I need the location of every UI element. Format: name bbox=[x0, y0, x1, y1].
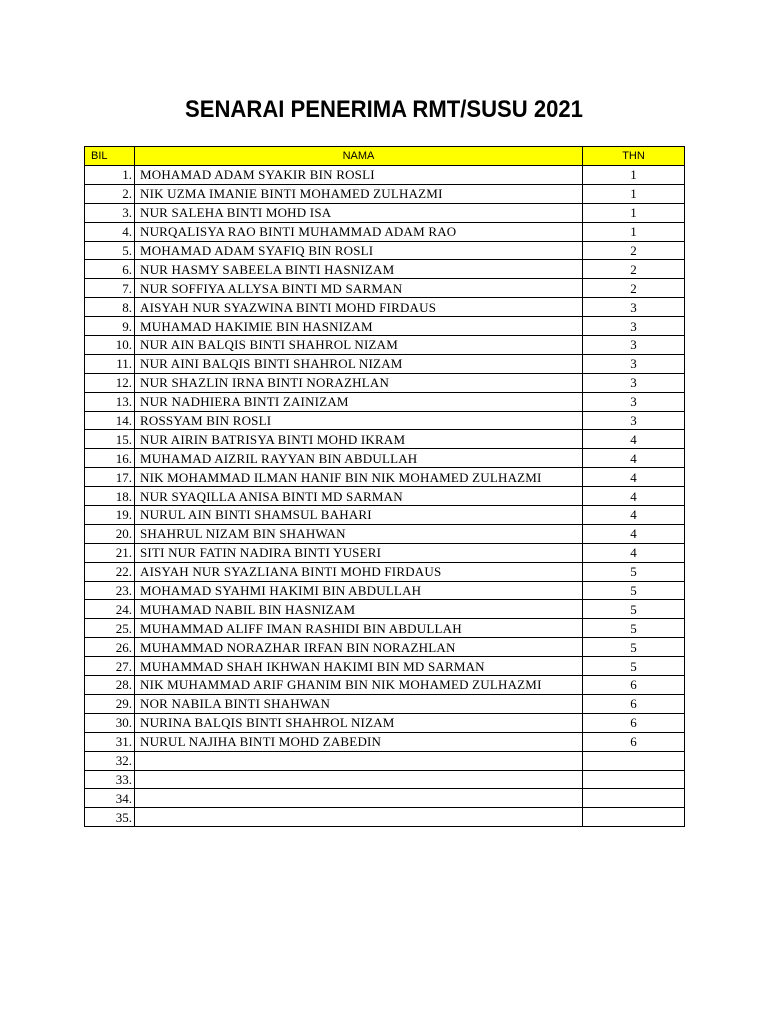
table-row bbox=[85, 336, 685, 355]
cell-bil: 30. bbox=[85, 713, 135, 732]
table-row bbox=[85, 166, 685, 185]
cell-nama: SHAHRUL NIZAM BIN SHAHWAN bbox=[135, 524, 583, 543]
cell-nama: NIK MOHAMMAD ILMAN HANIF BIN NIK MOHAMED ZULHAZMI bbox=[135, 468, 583, 487]
page-title: SENARAI PENERIMA RMT/SUSU 2021 bbox=[185, 96, 583, 123]
cell-bil: 15. bbox=[85, 430, 135, 449]
table-row bbox=[85, 430, 685, 449]
cell-nama bbox=[135, 770, 583, 789]
cell-thn: 6 bbox=[583, 732, 685, 751]
cell-nama: ROSSYAM BIN ROSLI bbox=[135, 411, 583, 430]
cell-bil: 8. bbox=[85, 298, 135, 317]
cell-thn: 6 bbox=[583, 713, 685, 732]
table-row bbox=[85, 676, 685, 695]
cell-thn: 5 bbox=[583, 657, 685, 676]
cell-bil: 28. bbox=[85, 676, 135, 695]
cell-thn bbox=[583, 770, 685, 789]
cell-nama: NURUL NAJIHA BINTI MOHD ZABEDIN bbox=[135, 732, 583, 751]
table-row bbox=[85, 524, 685, 543]
table-row bbox=[85, 317, 685, 336]
cell-thn: 5 bbox=[583, 638, 685, 657]
cell-thn: 2 bbox=[583, 241, 685, 260]
cell-bil: 33. bbox=[85, 770, 135, 789]
table-row bbox=[85, 789, 685, 808]
cell-bil: 18. bbox=[85, 487, 135, 506]
cell-nama: SITI NUR FATIN NADIRA BINTI YUSERI bbox=[135, 543, 583, 562]
cell-bil: 2. bbox=[85, 184, 135, 203]
cell-thn: 1 bbox=[583, 184, 685, 203]
table-row bbox=[85, 392, 685, 411]
table-header bbox=[85, 147, 685, 166]
cell-bil: 4. bbox=[85, 222, 135, 241]
cell-thn: 3 bbox=[583, 298, 685, 317]
cell-thn: 4 bbox=[583, 506, 685, 525]
cell-bil: 5. bbox=[85, 241, 135, 260]
cell-nama: MUHAMMAD SHAH IKHWAN HAKIMI BIN MD SARMAN bbox=[135, 657, 583, 676]
cell-thn: 5 bbox=[583, 600, 685, 619]
table-row bbox=[85, 184, 685, 203]
cell-thn: 4 bbox=[583, 487, 685, 506]
table-row bbox=[85, 354, 685, 373]
cell-bil: 12. bbox=[85, 373, 135, 392]
cell-bil: 25. bbox=[85, 619, 135, 638]
cell-nama: MUHAMAD HAKIMIE BIN HASNIZAM bbox=[135, 317, 583, 336]
table-row bbox=[85, 279, 685, 298]
cell-thn: 1 bbox=[583, 222, 685, 241]
cell-bil: 24. bbox=[85, 600, 135, 619]
cell-nama: NUR AINI BALQIS BINTI SHAHROL NIZAM bbox=[135, 354, 583, 373]
cell-bil: 14. bbox=[85, 411, 135, 430]
cell-bil: 11. bbox=[85, 354, 135, 373]
cell-bil: 34. bbox=[85, 789, 135, 808]
cell-nama: MUHAMMAD NORAZHAR IRFAN BIN NORAZHLAN bbox=[135, 638, 583, 657]
cell-nama: NOR NABILA BINTI SHAHWAN bbox=[135, 694, 583, 713]
cell-thn bbox=[583, 789, 685, 808]
table-row bbox=[85, 373, 685, 392]
cell-nama: AISYAH NUR SYAZLIANA BINTI MOHD FIRDAUS bbox=[135, 562, 583, 581]
cell-bil: 19. bbox=[85, 506, 135, 525]
header-bil: BIL bbox=[85, 147, 135, 166]
cell-nama: NIK UZMA IMANIE BINTI MOHAMED ZULHAZMI bbox=[135, 184, 583, 203]
cell-nama: NURUL AIN BINTI SHAMSUL BAHARI bbox=[135, 506, 583, 525]
cell-nama: NURINA BALQIS BINTI SHAHROL NIZAM bbox=[135, 713, 583, 732]
cell-thn: 4 bbox=[583, 543, 685, 562]
cell-bil: 23. bbox=[85, 581, 135, 600]
table-row bbox=[85, 638, 685, 657]
cell-bil: 20. bbox=[85, 524, 135, 543]
table-row bbox=[85, 581, 685, 600]
cell-nama: MOHAMAD SYAHMI HAKIMI BIN ABDULLAH bbox=[135, 581, 583, 600]
cell-nama: NUR SHAZLIN IRNA BINTI NORAZHLAN bbox=[135, 373, 583, 392]
cell-bil: 22. bbox=[85, 562, 135, 581]
cell-bil: 26. bbox=[85, 638, 135, 657]
header-row bbox=[85, 147, 685, 166]
table-row bbox=[85, 449, 685, 468]
cell-thn: 3 bbox=[583, 317, 685, 336]
cell-nama: MUHAMAD AIZRIL RAYYAN BIN ABDULLAH bbox=[135, 449, 583, 468]
recipient-table bbox=[84, 146, 685, 827]
cell-nama: NIK MUHAMMAD ARIF GHANIM BIN NIK MOHAMED ZULHAZMI bbox=[135, 676, 583, 695]
table-row bbox=[85, 543, 685, 562]
table-row bbox=[85, 713, 685, 732]
cell-thn: 5 bbox=[583, 581, 685, 600]
table-row bbox=[85, 732, 685, 751]
cell-nama: NUR SYAQILLA ANISA BINTI MD SARMAN bbox=[135, 487, 583, 506]
cell-bil: 35. bbox=[85, 808, 135, 827]
cell-bil: 32. bbox=[85, 751, 135, 770]
cell-nama bbox=[135, 751, 583, 770]
table-row bbox=[85, 808, 685, 827]
cell-thn bbox=[583, 808, 685, 827]
cell-nama: NUR HASMY SABEELA BINTI HASNIZAM bbox=[135, 260, 583, 279]
cell-thn: 2 bbox=[583, 279, 685, 298]
cell-thn: 3 bbox=[583, 336, 685, 355]
table-row bbox=[85, 298, 685, 317]
header-thn: THN bbox=[583, 147, 685, 166]
cell-nama: MOHAMAD ADAM SYAKIR BIN ROSLI bbox=[135, 166, 583, 185]
cell-bil: 16. bbox=[85, 449, 135, 468]
cell-thn: 2 bbox=[583, 260, 685, 279]
cell-thn: 3 bbox=[583, 354, 685, 373]
cell-bil: 10. bbox=[85, 336, 135, 355]
cell-bil: 6. bbox=[85, 260, 135, 279]
cell-thn: 3 bbox=[583, 411, 685, 430]
cell-bil: 3. bbox=[85, 203, 135, 222]
cell-thn: 5 bbox=[583, 562, 685, 581]
cell-thn: 4 bbox=[583, 430, 685, 449]
cell-nama: NUR SALEHA BINTI MOHD ISA bbox=[135, 203, 583, 222]
cell-nama: NUR AIN BALQIS BINTI SHAHROL NIZAM bbox=[135, 336, 583, 355]
table-row bbox=[85, 600, 685, 619]
cell-nama: MUHAMMAD ALIFF IMAN RASHIDI BIN ABDULLAH bbox=[135, 619, 583, 638]
cell-bil: 9. bbox=[85, 317, 135, 336]
table-row bbox=[85, 468, 685, 487]
cell-nama: AISYAH NUR SYAZWINA BINTI MOHD FIRDAUS bbox=[135, 298, 583, 317]
cell-bil: 1. bbox=[85, 166, 135, 185]
table-row bbox=[85, 222, 685, 241]
cell-nama: MOHAMAD ADAM SYAFIQ BIN ROSLI bbox=[135, 241, 583, 260]
header-nama: NAMA bbox=[135, 147, 583, 166]
cell-bil: 31. bbox=[85, 732, 135, 751]
table-row bbox=[85, 203, 685, 222]
cell-bil: 13. bbox=[85, 392, 135, 411]
cell-nama: NURQALISYA RAO BINTI MUHAMMAD ADAM RAO bbox=[135, 222, 583, 241]
cell-bil: 21. bbox=[85, 543, 135, 562]
cell-thn: 4 bbox=[583, 449, 685, 468]
cell-bil: 27. bbox=[85, 657, 135, 676]
cell-thn: 1 bbox=[583, 203, 685, 222]
cell-thn: 3 bbox=[583, 373, 685, 392]
cell-nama: MUHAMAD NABIL BIN HASNIZAM bbox=[135, 600, 583, 619]
cell-nama: NUR NADHIERA BINTI ZAINIZAM bbox=[135, 392, 583, 411]
table-row bbox=[85, 562, 685, 581]
cell-thn: 5 bbox=[583, 619, 685, 638]
cell-nama: NUR SOFFIYA ALLYSA BINTI MD SARMAN bbox=[135, 279, 583, 298]
table-row bbox=[85, 260, 685, 279]
cell-thn: 4 bbox=[583, 524, 685, 543]
cell-nama bbox=[135, 808, 583, 827]
cell-nama: NUR AIRIN BATRISYA BINTI MOHD IKRAM bbox=[135, 430, 583, 449]
cell-thn: 6 bbox=[583, 694, 685, 713]
table-row bbox=[85, 694, 685, 713]
table-row bbox=[85, 657, 685, 676]
cell-thn: 3 bbox=[583, 392, 685, 411]
table-row bbox=[85, 487, 685, 506]
cell-thn: 6 bbox=[583, 676, 685, 695]
table-row bbox=[85, 241, 685, 260]
table-row bbox=[85, 506, 685, 525]
table-row bbox=[85, 411, 685, 430]
table-body bbox=[85, 166, 685, 827]
cell-thn bbox=[583, 751, 685, 770]
cell-bil: 7. bbox=[85, 279, 135, 298]
cell-bil: 17. bbox=[85, 468, 135, 487]
cell-thn: 4 bbox=[583, 468, 685, 487]
table-row bbox=[85, 619, 685, 638]
cell-bil: 29. bbox=[85, 694, 135, 713]
table-row bbox=[85, 770, 685, 789]
cell-nama bbox=[135, 789, 583, 808]
table-row bbox=[85, 751, 685, 770]
cell-thn: 1 bbox=[583, 166, 685, 185]
